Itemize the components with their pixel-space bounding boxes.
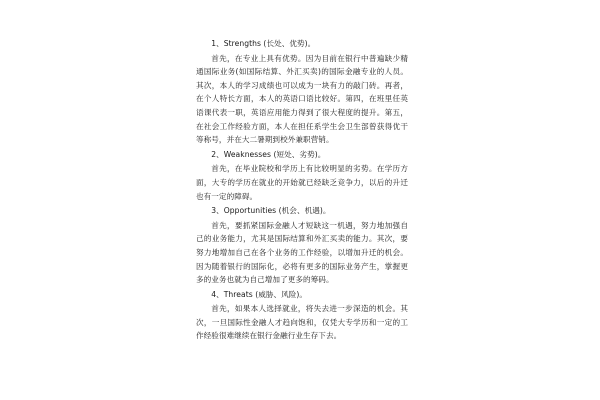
section-paragraph-opportunities: 首先，要抓紧国际金融人才短缺这一机遇，努力地加强自己的业务能力，尤其是国际结算和外汇买卖的能力。其次，要努力地增加自己在各个业务的工作经验，以增加升迁的机会。因为随着银行的国际化，必将有更多的国际业务产生，掌握更多的业务也就为自己增加了更多的筹码。	[196, 220, 408, 285]
section-paragraph-threats: 首先，如果本人选择就业，将失去进一步深造的机会。其次，一旦国际性金融人才趋向饱和，仅凭大专学历和一定的工作经验很难继续在银行金融行业生存下去。	[196, 304, 408, 341]
section-heading-opportunities: 3、Opportunities (机会、机遇)。	[211, 206, 331, 216]
document-body	[196, 36, 408, 343]
section-heading-weaknesses: 2、Weaknesses (短处、劣势)。	[211, 149, 326, 159]
section-heading-threats: 4、Threats (威胁、风险)。	[211, 289, 308, 299]
section-paragraph-weaknesses: 首先，在毕业院校和学历上有比较明显的劣势。在学历方面，大专的学历在就业的开始就已经缺乏竞争力，以后的升迁也有一定的障碍。	[196, 164, 408, 201]
section-paragraph-strengths: 首先，在专业上具有优势。因为目前在银行中普遍缺少精通国际业务(如国际结算、外汇买卖)的国际金融专业的人员。其次，本人的学习成绩也可以成为一块有力的敲门砖。再者，在个人特长方面，本人的英语口语比较好。第四，在班里任英语课代表一职，英语应用能力得到了很大程度的提升。第五，在社会工作经验方面，本人在担任系学生会卫生部曾获得优干等称号，并在大二暑期到校外兼职营销。	[196, 53, 408, 145]
section-heading-strengths: 1、Strengths (长处、优势)。	[211, 39, 316, 48]
